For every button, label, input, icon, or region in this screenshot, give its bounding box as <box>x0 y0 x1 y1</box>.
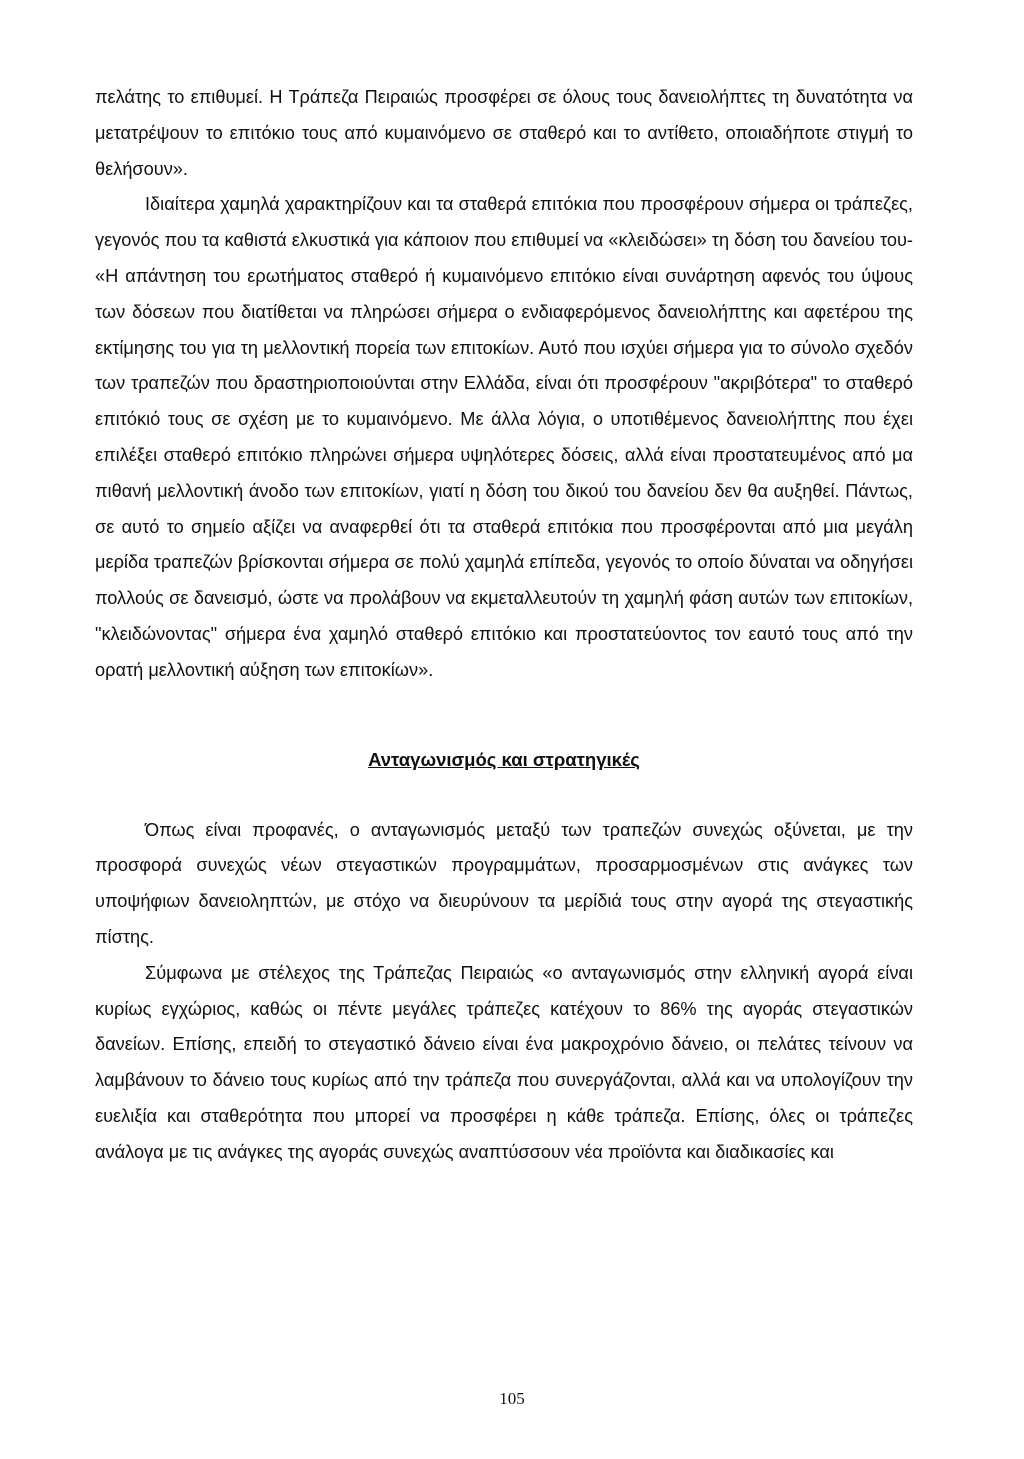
document-page <box>95 80 913 1171</box>
paragraph-fixed-rates: Ιδιαίτερα χαμηλά χαρακτηρίζουν και τα σταθερά επιτόκια που προσφέρουν σήμερα οι τράπεζες, γεγονός που τα καθιστά ελκυστικά για κάποιον που επιθυμεί να «κλειδώσει» τη δόση του δανείου του- «Η απάντηση του ερωτήματος σταθερό ή κυμαινόμενο επιτόκιο είναι συνάρτηση αφενός του ύψους των δόσεων που διατίθεται να πληρώσει σήμερα ο ενδιαφερόμενος δανειολήπτης και αφετέρου της εκτίμησης του για τη μελλοντική πορεία των επιτοκίων. Αυτό που ισχύει σήμερα για το σύνολο σχεδόν των τραπεζών που δραστηριοποιούνται στην Ελλάδα, είναι ότι προσφέρουν "ακριβότερα" το σταθερό επιτόκιό τους σε σχέση με το κυμαινόμενο. Με άλλα λόγια, ο υποτιθέμενος δανειολήπτης που έχει επιλέξει σταθερό επιτόκιο πληρώνει σήμερα υψηλότερες δόσεις, αλλά είναι προστατευμένος από μα πιθανή μελλοντική άνοδο των επιτοκίων, γιατί η δόση του δικού του δανείου δεν θα αυξηθεί. Πάντως, σε αυτό το σημείο αξίζει να αναφερθεί ότι τα σταθερά επιτόκια που προσφέρονται από μια μεγάλη μερίδα τραπεζών βρίσκονται σήμερα σε πολύ χαμηλά επίπεδα, γεγονός το οποίο δύναται να οδηγήσει πολλούς σε δανεισμό, ώστε να προλάβουν να εκμεταλλευτούν τη χαμηλή φάση αυτών των επιτοκίων, "κλειδώνοντας" σήμερα ένα χαμηλό σταθερό επιτόκιο και προστατεύοντος τον εαυτό τους από την ορατή μελλοντική αύξηση των επιτοκίων». <box>95 194 913 680</box>
page-number: 105 <box>499 1389 525 1408</box>
section-heading-text: Ανταγωνισμός και στρατηγικές <box>368 748 640 770</box>
paragraph-competition: Όπως είναι προφανές, ο ανταγωνισμός μεταξύ των τραπεζών συνεχώς οξύνεται, με την προσφορά συνεχώς νέων στεγαστικών προγραμμάτων, προσαρμοσμένων στις ανάγκες των υποψήφιων δανειοληπτών, με στόχο να διευρύνουν τα μερίδιά τους στην αγορά της στεγαστικής πίστης. <box>95 819 913 947</box>
paragraph-piraeus-quote: Σύμφωνα με στέλεχος της Τράπεζας Πειραιώς «ο ανταγωνισμός στην ελληνική αγορά είναι κυρίως εγχώριος, καθώς οι πέντε μεγάλες τράπεζες κατέχουν το 86% της αγοράς στεγαστικών δανείων. Επίσης, επειδή το στεγαστικό δάνειο είναι ένα μακροχρόνιο δάνειο, οι πελάτες τείνουν να λαμβάνουν το δάνειο τους κυρίως από την τράπεζα που συνεργάζονται, αλλά και να υπολογίζουν την ευελιξία και σταθερότητα που μπορεί να προσφέρει η κάθε τράπεζα. Επίσης, όλες οι τράπεζες ανάλογα με τις ανάγκες της αγοράς συνεχώς αναπτύσσουν νέα προϊόντα και διαδικασίες και <box>95 962 913 1162</box>
paragraph-continuation: πελάτης το επιθυμεί. Η Τράπεζα Πειραιώς προσφέρει σε όλους τους δανειολήπτες τη δυνατότητα να μετατρέψουν το επιτόκιο τους από κυμαινόμενο σε σταθερό και το αντίθετο, οποιαδήποτε στιγμή το θελήσουν». <box>95 87 913 179</box>
section-heading <box>95 745 913 775</box>
